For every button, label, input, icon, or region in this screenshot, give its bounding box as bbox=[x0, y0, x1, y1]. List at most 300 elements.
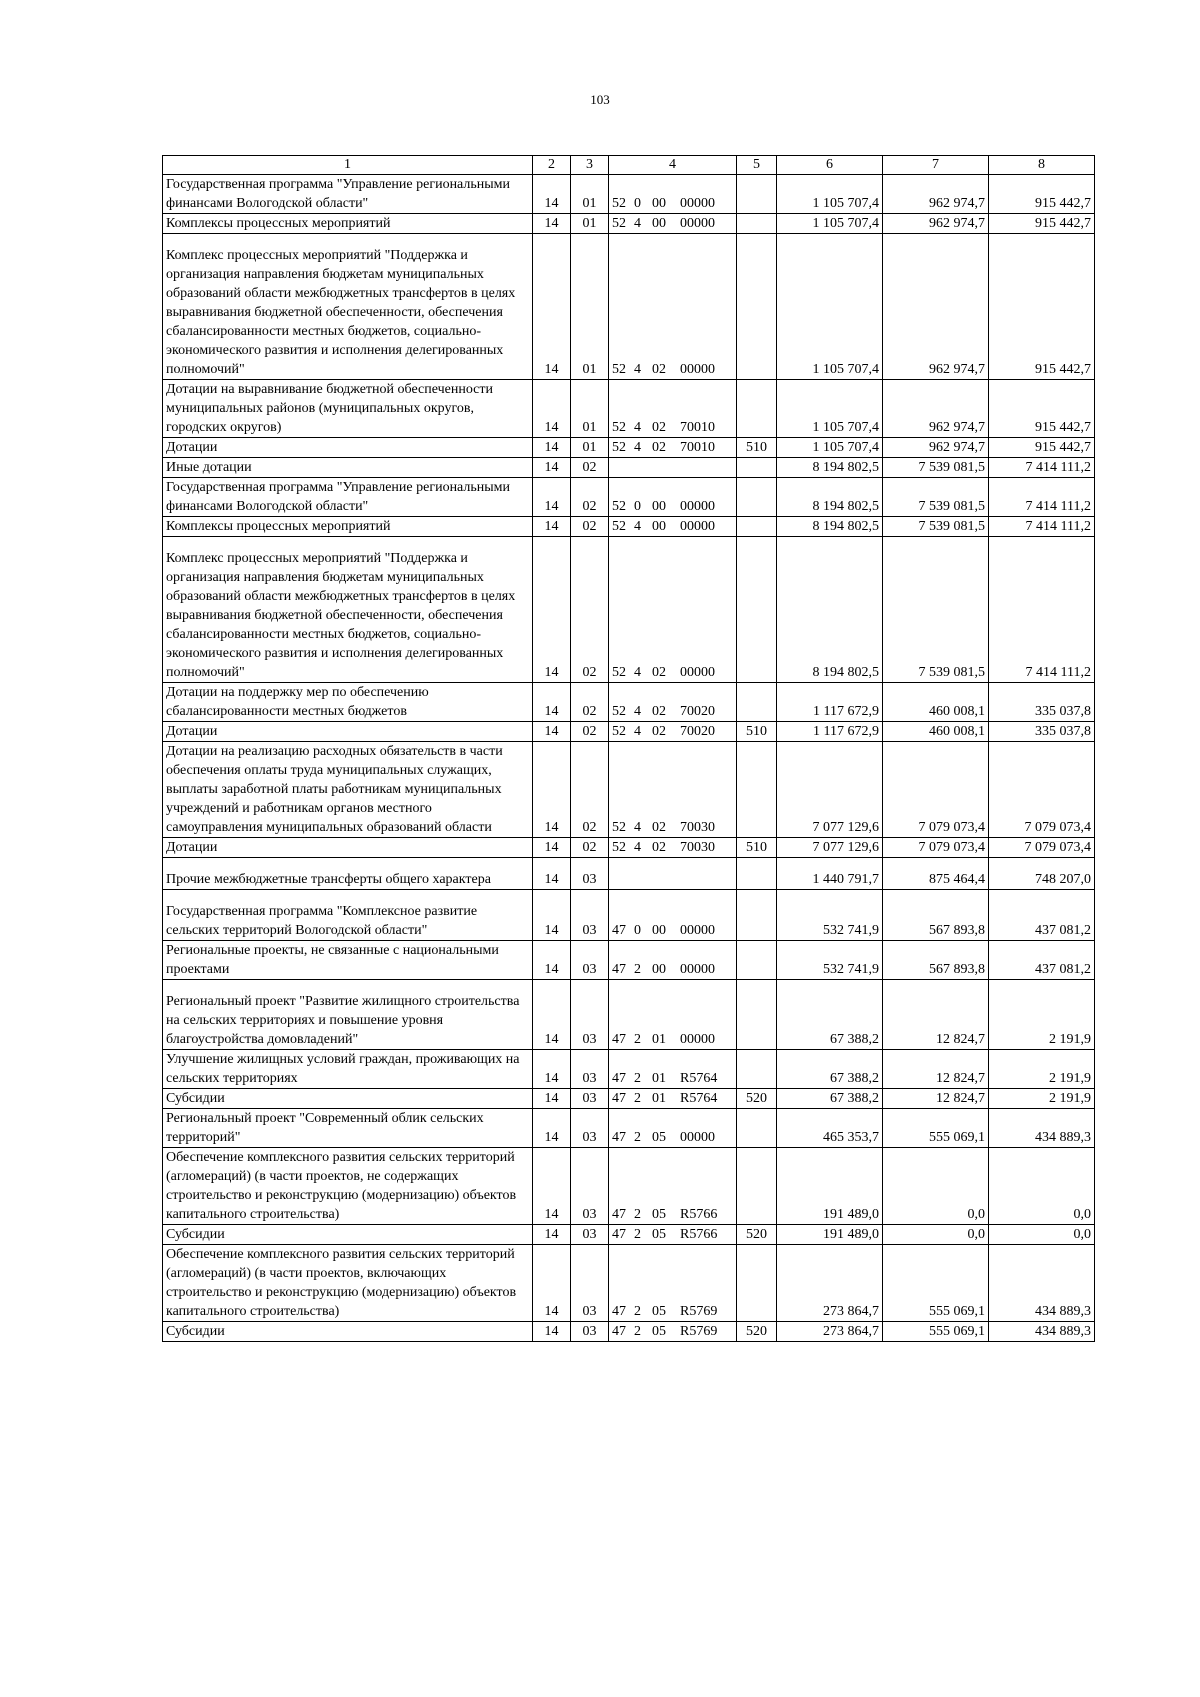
target-article-code bbox=[609, 458, 737, 478]
target-article-part: 00 bbox=[652, 519, 666, 534]
target-article-parts bbox=[612, 517, 733, 536]
expense-type-code bbox=[737, 214, 777, 234]
amount-col-7: 962 974,7 bbox=[883, 234, 989, 380]
expense-type-code: 510 bbox=[737, 438, 777, 458]
row-name: Региональный проект "Развитие жилищного строительства на сельских территориях и повышение уровня благоустройства домовладений" bbox=[163, 980, 533, 1050]
expense-type-code bbox=[737, 683, 777, 722]
amount-col-6: 7 077 129,6 bbox=[777, 838, 883, 858]
target-article-code bbox=[609, 214, 737, 234]
section-code: 14 bbox=[533, 1109, 571, 1148]
target-article-parts bbox=[612, 194, 733, 213]
target-article-part: R5764 bbox=[680, 1071, 718, 1086]
amount-col-6: 67 388,2 bbox=[777, 980, 883, 1050]
row-name: Субсидии bbox=[163, 1089, 533, 1109]
section-code: 14 bbox=[533, 1148, 571, 1225]
budget-table bbox=[162, 155, 1095, 1342]
row-name: Дотации на поддержку мер по обеспечению сбалансированности местных бюджетов bbox=[163, 683, 533, 722]
target-article-code bbox=[609, 537, 737, 683]
target-article-part: 2 bbox=[634, 1032, 641, 1047]
target-article-parts bbox=[612, 1302, 733, 1321]
subsection-code: 03 bbox=[571, 1109, 609, 1148]
target-article-code bbox=[609, 890, 737, 941]
target-article-part: 02 bbox=[652, 820, 666, 835]
column-header: 2 bbox=[533, 156, 571, 175]
amount-col-6: 1 440 791,7 bbox=[777, 858, 883, 890]
amount-col-7: 962 974,7 bbox=[883, 380, 989, 438]
target-article-part: 05 bbox=[652, 1304, 666, 1319]
column-header: 3 bbox=[571, 156, 609, 175]
row-name: Государственная программа "Управление региональными финансами Вологодской области" bbox=[163, 175, 533, 214]
amount-col-8: 7 414 111,2 bbox=[989, 537, 1095, 683]
subsection-code: 02 bbox=[571, 838, 609, 858]
expense-type-code bbox=[737, 1148, 777, 1225]
row-name: Комплексы процессных мероприятий bbox=[163, 214, 533, 234]
target-article-part: 2 bbox=[634, 1227, 641, 1242]
row-name: Дотации на выравнивание бюджетной обеспеченности муниципальных районов (муниципальных округов, городских округов) bbox=[163, 380, 533, 438]
table-row bbox=[163, 980, 1095, 1050]
section-code: 14 bbox=[533, 1245, 571, 1322]
target-article-code bbox=[609, 858, 737, 890]
amount-col-6: 67 388,2 bbox=[777, 1089, 883, 1109]
amount-col-7: 7 539 081,5 bbox=[883, 478, 989, 517]
amount-col-7: 7 539 081,5 bbox=[883, 537, 989, 683]
amount-col-7: 0,0 bbox=[883, 1148, 989, 1225]
table-row bbox=[163, 1148, 1095, 1225]
target-article-part: 70020 bbox=[680, 704, 715, 719]
target-article-part: 70020 bbox=[680, 724, 715, 739]
target-article-code bbox=[609, 1245, 737, 1322]
subsection-code: 03 bbox=[571, 980, 609, 1050]
target-article-part: 05 bbox=[652, 1324, 666, 1339]
amount-col-6: 1 117 672,9 bbox=[777, 722, 883, 742]
section-code: 14 bbox=[533, 858, 571, 890]
target-article-part: 2 bbox=[634, 962, 641, 977]
subsection-code: 02 bbox=[571, 537, 609, 683]
table-row bbox=[163, 858, 1095, 890]
subsection-code: 03 bbox=[571, 1245, 609, 1322]
row-name: Комплекс процессных мероприятий "Поддержка и организация направления бюджетам муниципальных образований области межбюджетных трансфертов в целях выравнивания бюджетной обеспеченности, обеспечения сбалансированности местных бюджетов, социально-экономического развития и исполнения делегированных полномочий" bbox=[163, 537, 533, 683]
target-article-part: 0 bbox=[634, 923, 641, 938]
row-name: Обеспечение комплексного развития сельских территорий (агломераций) (в части проектов, включающих строительство и реконструкцию (модернизацию) объектов капитального строительства) bbox=[163, 1245, 533, 1322]
section-code: 14 bbox=[533, 722, 571, 742]
target-article-part: 47 bbox=[612, 1071, 626, 1086]
target-article-part: 0 bbox=[634, 499, 641, 514]
target-article-code bbox=[609, 1322, 737, 1342]
amount-col-6: 1 105 707,4 bbox=[777, 438, 883, 458]
target-article-part: 47 bbox=[612, 1130, 626, 1145]
expense-type-code bbox=[737, 1245, 777, 1322]
expense-type-code bbox=[737, 537, 777, 683]
amount-col-6: 532 741,9 bbox=[777, 890, 883, 941]
target-article-part: 2 bbox=[634, 1207, 641, 1222]
target-article-part: 52 bbox=[612, 724, 626, 739]
expense-type-code bbox=[737, 458, 777, 478]
target-article-part: 00 bbox=[652, 196, 666, 211]
expense-type-code bbox=[737, 890, 777, 941]
column-header: 8 bbox=[989, 156, 1095, 175]
column-header: 7 bbox=[883, 156, 989, 175]
expense-type-code bbox=[737, 1109, 777, 1148]
amount-col-8: 2 191,9 bbox=[989, 1089, 1095, 1109]
amount-col-8: 437 081,2 bbox=[989, 941, 1095, 980]
target-article-part: 47 bbox=[612, 962, 626, 977]
target-article-part: 52 bbox=[612, 440, 626, 455]
amount-col-7: 555 069,1 bbox=[883, 1322, 989, 1342]
target-article-part: 05 bbox=[652, 1207, 666, 1222]
row-name: Региональные проекты, не связанные с национальными проектами bbox=[163, 941, 533, 980]
target-article-parts bbox=[612, 214, 733, 233]
subsection-code: 01 bbox=[571, 438, 609, 458]
table-row bbox=[163, 517, 1095, 537]
amount-col-6: 8 194 802,5 bbox=[777, 458, 883, 478]
row-name: Субсидии bbox=[163, 1225, 533, 1245]
subsection-code: 03 bbox=[571, 1050, 609, 1089]
target-article-part: 4 bbox=[634, 362, 641, 377]
section-code: 14 bbox=[533, 214, 571, 234]
target-article-part: 4 bbox=[634, 840, 641, 855]
section-code: 14 bbox=[533, 1225, 571, 1245]
target-article-part: 4 bbox=[634, 216, 641, 231]
target-article-part: 4 bbox=[634, 519, 641, 534]
table-row bbox=[163, 1225, 1095, 1245]
section-code: 14 bbox=[533, 980, 571, 1050]
amount-col-6: 8 194 802,5 bbox=[777, 478, 883, 517]
target-article-parts bbox=[612, 818, 733, 837]
row-name: Комплекс процессных мероприятий "Поддержка и организация направления бюджетам муниципальных образований области межбюджетных трансфертов в целях выравнивания бюджетной обеспеченности, обеспечения сбалансированности местных бюджетов, социально-экономического развития и исполнения делегированных полномочий" bbox=[163, 234, 533, 380]
amount-col-8: 335 037,8 bbox=[989, 722, 1095, 742]
expense-type-code bbox=[737, 858, 777, 890]
table-row bbox=[163, 1109, 1095, 1148]
target-article-parts bbox=[612, 1128, 733, 1147]
amount-col-6: 1 105 707,4 bbox=[777, 175, 883, 214]
amount-col-7: 875 464,4 bbox=[883, 858, 989, 890]
expense-type-code: 510 bbox=[737, 722, 777, 742]
subsection-code: 03 bbox=[571, 1225, 609, 1245]
target-article-code bbox=[609, 742, 737, 838]
target-article-part: 02 bbox=[652, 840, 666, 855]
subsection-code: 02 bbox=[571, 722, 609, 742]
section-code: 14 bbox=[533, 517, 571, 537]
target-article-part: 70030 bbox=[680, 840, 715, 855]
section-code: 14 bbox=[533, 234, 571, 380]
subsection-code: 01 bbox=[571, 380, 609, 438]
section-code: 14 bbox=[533, 838, 571, 858]
target-article-part: 52 bbox=[612, 362, 626, 377]
target-article-part: 00000 bbox=[680, 519, 715, 534]
column-header: 1 bbox=[163, 156, 533, 175]
amount-col-7: 460 008,1 bbox=[883, 683, 989, 722]
section-code: 14 bbox=[533, 742, 571, 838]
target-article-part: 4 bbox=[634, 420, 641, 435]
amount-col-8: 2 191,9 bbox=[989, 980, 1095, 1050]
expense-type-code bbox=[737, 380, 777, 438]
target-article-parts bbox=[612, 960, 733, 979]
target-article-parts bbox=[612, 722, 733, 741]
target-article-part: 00000 bbox=[680, 196, 715, 211]
expense-type-code bbox=[737, 980, 777, 1050]
subsection-code: 02 bbox=[571, 458, 609, 478]
target-article-part: 00000 bbox=[680, 923, 715, 938]
target-article-parts bbox=[612, 1089, 733, 1108]
amount-col-7: 7 539 081,5 bbox=[883, 517, 989, 537]
target-article-parts bbox=[612, 921, 733, 940]
target-article-part: 02 bbox=[652, 665, 666, 680]
target-article-part: 52 bbox=[612, 665, 626, 680]
column-header: 4 bbox=[609, 156, 737, 175]
target-article-parts bbox=[612, 1205, 733, 1224]
target-article-code bbox=[609, 175, 737, 214]
amount-col-8: 2 191,9 bbox=[989, 1050, 1095, 1089]
amount-col-6: 191 489,0 bbox=[777, 1148, 883, 1225]
amount-col-6: 191 489,0 bbox=[777, 1225, 883, 1245]
table-row bbox=[163, 1322, 1095, 1342]
page-number: 103 bbox=[590, 92, 610, 107]
row-name: Дотации bbox=[163, 838, 533, 858]
subsection-code: 02 bbox=[571, 683, 609, 722]
section-code: 14 bbox=[533, 1322, 571, 1342]
target-article-part: 02 bbox=[652, 724, 666, 739]
subsection-code: 03 bbox=[571, 1322, 609, 1342]
amount-col-8: 915 442,7 bbox=[989, 438, 1095, 458]
table-row bbox=[163, 214, 1095, 234]
target-article-part: 52 bbox=[612, 840, 626, 855]
table-row bbox=[163, 380, 1095, 438]
section-code: 14 bbox=[533, 1089, 571, 1109]
target-article-code bbox=[609, 1050, 737, 1089]
target-article-part: 02 bbox=[652, 420, 666, 435]
table-row bbox=[163, 941, 1095, 980]
expense-type-code bbox=[737, 1050, 777, 1089]
target-article-part: 47 bbox=[612, 1304, 626, 1319]
target-article-parts bbox=[612, 663, 733, 682]
amount-col-7: 460 008,1 bbox=[883, 722, 989, 742]
target-article-part: 00 bbox=[652, 216, 666, 231]
row-name: Государственная программа "Комплексное развитие сельских территорий Вологодской области" bbox=[163, 890, 533, 941]
row-name: Субсидии bbox=[163, 1322, 533, 1342]
target-article-part: 02 bbox=[652, 362, 666, 377]
target-article-part: 2 bbox=[634, 1071, 641, 1086]
target-article-part: 47 bbox=[612, 1207, 626, 1222]
amount-col-7: 567 893,8 bbox=[883, 890, 989, 941]
amount-col-7: 962 974,7 bbox=[883, 438, 989, 458]
amount-col-7: 555 069,1 bbox=[883, 1245, 989, 1322]
amount-col-8: 434 889,3 bbox=[989, 1245, 1095, 1322]
expense-type-code: 520 bbox=[737, 1089, 777, 1109]
amount-col-6: 67 388,2 bbox=[777, 1050, 883, 1089]
target-article-part: R5766 bbox=[680, 1207, 718, 1222]
amount-col-6: 1 105 707,4 bbox=[777, 234, 883, 380]
amount-col-8: 748 207,0 bbox=[989, 858, 1095, 890]
target-article-part: 52 bbox=[612, 420, 626, 435]
section-code: 14 bbox=[533, 890, 571, 941]
subsection-code: 02 bbox=[571, 478, 609, 517]
target-article-code bbox=[609, 1089, 737, 1109]
subsection-code: 02 bbox=[571, 742, 609, 838]
target-article-part: 00000 bbox=[680, 499, 715, 514]
section-code: 14 bbox=[533, 1050, 571, 1089]
target-article-part: 47 bbox=[612, 923, 626, 938]
section-code: 14 bbox=[533, 941, 571, 980]
table-row bbox=[163, 1245, 1095, 1322]
target-article-code bbox=[609, 1225, 737, 1245]
amount-col-7: 12 824,7 bbox=[883, 980, 989, 1050]
target-article-code bbox=[609, 941, 737, 980]
amount-col-6: 1 105 707,4 bbox=[777, 214, 883, 234]
target-article-part: 02 bbox=[652, 704, 666, 719]
target-article-parts bbox=[612, 702, 733, 721]
amount-col-6: 273 864,7 bbox=[777, 1322, 883, 1342]
expense-type-code bbox=[737, 517, 777, 537]
target-article-code bbox=[609, 438, 737, 458]
table-row bbox=[163, 838, 1095, 858]
row-name: Дотации bbox=[163, 438, 533, 458]
target-article-part: 4 bbox=[634, 704, 641, 719]
target-article-code bbox=[609, 234, 737, 380]
target-article-part: R5769 bbox=[680, 1304, 718, 1319]
target-article-part: 00 bbox=[652, 923, 666, 938]
amount-col-7: 567 893,8 bbox=[883, 941, 989, 980]
target-article-parts bbox=[612, 497, 733, 516]
amount-col-8: 7 414 111,2 bbox=[989, 458, 1095, 478]
target-article-parts bbox=[612, 1322, 733, 1341]
amount-col-7: 12 824,7 bbox=[883, 1089, 989, 1109]
target-article-part: 00000 bbox=[680, 665, 715, 680]
subsection-code: 01 bbox=[571, 175, 609, 214]
target-article-part: 70010 bbox=[680, 440, 715, 455]
row-name: Региональный проект "Современный облик сельских территорий" bbox=[163, 1109, 533, 1148]
table-row bbox=[163, 234, 1095, 380]
target-article-code bbox=[609, 478, 737, 517]
target-article-part: 2 bbox=[634, 1304, 641, 1319]
section-code: 14 bbox=[533, 683, 571, 722]
target-article-parts bbox=[612, 838, 733, 857]
target-article-part: 52 bbox=[612, 820, 626, 835]
table-row bbox=[163, 722, 1095, 742]
target-article-code bbox=[609, 838, 737, 858]
target-article-part: 47 bbox=[612, 1091, 626, 1106]
target-article-part: 05 bbox=[652, 1227, 666, 1242]
amount-col-6: 532 741,9 bbox=[777, 941, 883, 980]
target-article-part: 4 bbox=[634, 820, 641, 835]
table-row bbox=[163, 1089, 1095, 1109]
column-header: 6 bbox=[777, 156, 883, 175]
target-article-code bbox=[609, 980, 737, 1050]
table-header-row bbox=[163, 156, 1095, 175]
amount-col-8: 915 442,7 bbox=[989, 214, 1095, 234]
amount-col-6: 7 077 129,6 bbox=[777, 742, 883, 838]
table-row bbox=[163, 537, 1095, 683]
table-body bbox=[163, 175, 1095, 1342]
subsection-code: 03 bbox=[571, 1148, 609, 1225]
row-name: Улучшение жилищных условий граждан, проживающих на сельских территориях bbox=[163, 1050, 533, 1089]
expense-type-code: 510 bbox=[737, 838, 777, 858]
target-article-part: 05 bbox=[652, 1130, 666, 1145]
amount-col-6: 8 194 802,5 bbox=[777, 517, 883, 537]
target-article-parts bbox=[612, 438, 733, 457]
amount-col-7: 12 824,7 bbox=[883, 1050, 989, 1089]
target-article-part: 01 bbox=[652, 1091, 666, 1106]
section-code: 14 bbox=[533, 537, 571, 683]
row-name: Дотации на реализацию расходных обязательств в части обеспечения оплаты труда муниципальных служащих, выплаты заработной платы работникам муниципальных учреждений и работникам органов местного самоуправления муниципальных образований области bbox=[163, 742, 533, 838]
amount-col-8: 434 889,3 bbox=[989, 1109, 1095, 1148]
amount-col-6: 8 194 802,5 bbox=[777, 537, 883, 683]
target-article-part: 2 bbox=[634, 1130, 641, 1145]
section-code: 14 bbox=[533, 175, 571, 214]
table-row bbox=[163, 438, 1095, 458]
target-article-part: 01 bbox=[652, 1071, 666, 1086]
table-row bbox=[163, 458, 1095, 478]
target-article-part: 02 bbox=[652, 440, 666, 455]
amount-col-8: 7 414 111,2 bbox=[989, 478, 1095, 517]
target-article-code bbox=[609, 380, 737, 438]
target-article-part: 00000 bbox=[680, 216, 715, 231]
target-article-part: 52 bbox=[612, 704, 626, 719]
expense-type-code bbox=[737, 742, 777, 838]
target-article-part: 52 bbox=[612, 216, 626, 231]
table-row bbox=[163, 175, 1095, 214]
row-name: Иные дотации bbox=[163, 458, 533, 478]
target-article-parts bbox=[612, 360, 733, 379]
amount-col-8: 0,0 bbox=[989, 1148, 1095, 1225]
amount-col-7: 962 974,7 bbox=[883, 175, 989, 214]
row-name: Дотации bbox=[163, 722, 533, 742]
target-article-part: 4 bbox=[634, 665, 641, 680]
target-article-part: 01 bbox=[652, 1032, 666, 1047]
subsection-code: 02 bbox=[571, 517, 609, 537]
amount-col-8: 335 037,8 bbox=[989, 683, 1095, 722]
target-article-part: 00 bbox=[652, 962, 666, 977]
amount-col-8: 434 889,3 bbox=[989, 1322, 1095, 1342]
subsection-code: 03 bbox=[571, 890, 609, 941]
section-code: 14 bbox=[533, 458, 571, 478]
target-article-part: 4 bbox=[634, 724, 641, 739]
target-article-parts bbox=[612, 418, 733, 437]
target-article-part: 00000 bbox=[680, 1032, 715, 1047]
section-code: 14 bbox=[533, 438, 571, 458]
section-code: 14 bbox=[533, 478, 571, 517]
target-article-code bbox=[609, 1148, 737, 1225]
amount-col-8: 7 079 073,4 bbox=[989, 742, 1095, 838]
target-article-code bbox=[609, 517, 737, 537]
target-article-part: 70010 bbox=[680, 420, 715, 435]
target-article-part: R5769 bbox=[680, 1324, 718, 1339]
target-article-code bbox=[609, 683, 737, 722]
expense-type-code: 520 bbox=[737, 1225, 777, 1245]
target-article-part: 52 bbox=[612, 519, 626, 534]
target-article-code bbox=[609, 722, 737, 742]
target-article-part: 00000 bbox=[680, 962, 715, 977]
target-article-parts bbox=[612, 1069, 733, 1088]
row-name: Обеспечение комплексного развития сельских территорий (агломераций) (в части проектов, не содержащих строительство и реконструкцию (модернизацию) объектов капитального строительства) bbox=[163, 1148, 533, 1225]
amount-col-6: 1 117 672,9 bbox=[777, 683, 883, 722]
target-article-part: R5764 bbox=[680, 1091, 718, 1106]
target-article-part: 4 bbox=[634, 440, 641, 455]
subsection-code: 01 bbox=[571, 234, 609, 380]
target-article-part: 2 bbox=[634, 1091, 641, 1106]
amount-col-6: 1 105 707,4 bbox=[777, 380, 883, 438]
amount-col-8: 915 442,7 bbox=[989, 380, 1095, 438]
expense-type-code: 520 bbox=[737, 1322, 777, 1342]
expense-type-code bbox=[737, 175, 777, 214]
amount-col-7: 962 974,7 bbox=[883, 214, 989, 234]
subsection-code: 03 bbox=[571, 941, 609, 980]
amount-col-8: 7 414 111,2 bbox=[989, 517, 1095, 537]
amount-col-8: 437 081,2 bbox=[989, 890, 1095, 941]
table-row bbox=[163, 478, 1095, 517]
table-row bbox=[163, 890, 1095, 941]
section-code: 14 bbox=[533, 380, 571, 438]
expense-type-code bbox=[737, 478, 777, 517]
